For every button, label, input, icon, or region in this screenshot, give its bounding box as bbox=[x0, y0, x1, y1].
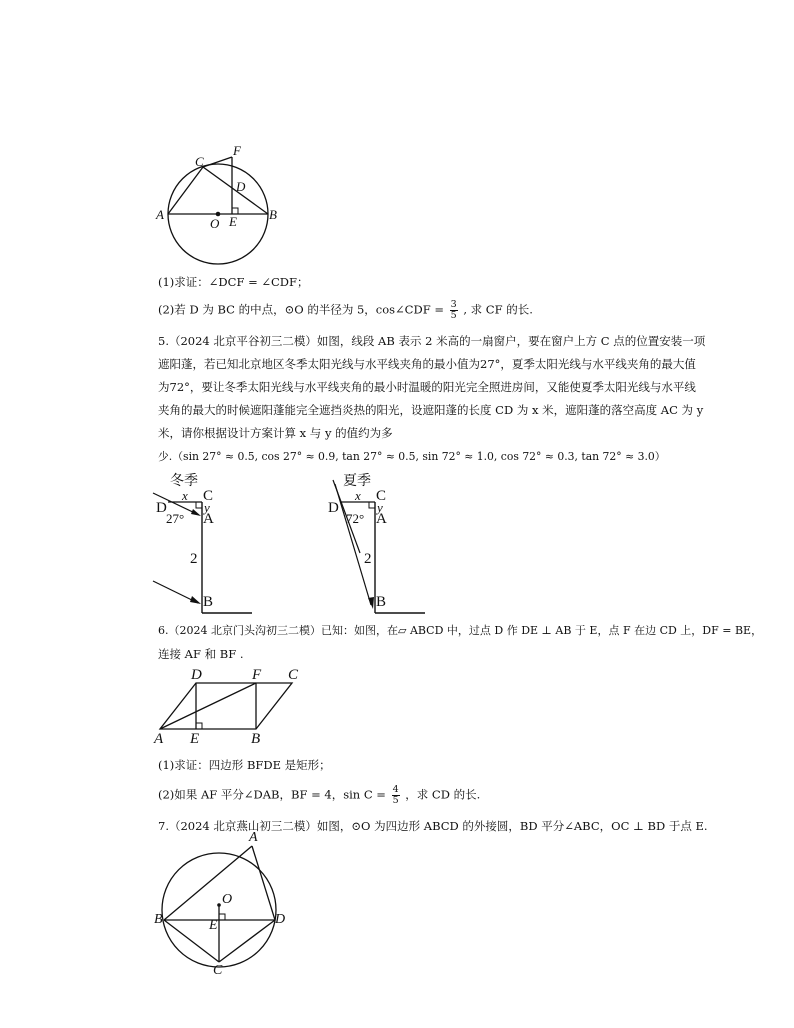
q6-label-d: D bbox=[191, 667, 202, 683]
label-c: C bbox=[195, 154, 204, 169]
q7-label-d: D bbox=[275, 912, 286, 927]
summer-label-angle: 72° bbox=[346, 511, 365, 526]
summer-season: 夏季 bbox=[343, 473, 371, 489]
summer-label-2: 2 bbox=[364, 551, 372, 567]
winter-label-y: y bbox=[204, 500, 210, 515]
summer-label-x: x bbox=[355, 488, 361, 503]
chord-ba bbox=[164, 846, 252, 920]
q5-line1: 5.（2024 北京平谷初三二模）如图，线段 AB 表示 2 米高的一扇窗户，要在窗户上方 C 点的位置安装一项 bbox=[158, 334, 706, 348]
q5-line2: 遮阳蓬，若已知北京地区冬季太阳光线与水平线夹角的最小值为27°，夏季太阳光线与水平线夹角的最大值 bbox=[158, 357, 696, 371]
q6-line2: 连接 AF 和 BF . bbox=[158, 647, 244, 661]
winter-label-b: B bbox=[203, 594, 214, 610]
q4-part2-prefix: (2)若 D 为 BC 的中点，⊙O 的半径为 5，cos∠CDF = bbox=[158, 302, 444, 317]
q5-line6: 少.（sin 27° ≈ 0.5, cos 27° ≈ 0.9, tan 27° ≈ 0.5, sin 72° ≈ 1.0, cos 72° ≈ 0.3, tan 72° ≈ 3.0） bbox=[158, 450, 666, 463]
label-b: B bbox=[269, 207, 277, 222]
label-a: A bbox=[156, 207, 164, 222]
summer-label-y: y bbox=[377, 500, 383, 515]
winter-label-angle: 27° bbox=[166, 511, 185, 526]
q7-label-e: E bbox=[209, 918, 218, 933]
q6-label-e: E bbox=[190, 731, 200, 747]
winter-label-c: C bbox=[203, 488, 214, 504]
q6-line1: 6.（2024 北京门头沟初三二模）已知：如图，在▱ ABCD 中，过点 D 作 DE ⊥ AB 于 E，点 F 在边 CD 上，DF = BE， bbox=[158, 624, 763, 637]
winter-label-x: x bbox=[182, 488, 188, 503]
q6-frac-den: 5 bbox=[392, 795, 399, 806]
q5-line5: 米，请你根据设计方案计算 x 与 y 的值约为多 bbox=[158, 426, 393, 440]
q6-label-c: C bbox=[288, 667, 299, 683]
q7-label-c: C bbox=[213, 963, 223, 978]
q6-label-b: B bbox=[251, 731, 261, 747]
winter-season: 冬季 bbox=[170, 473, 198, 489]
winter-label-2: 2 bbox=[190, 551, 198, 567]
q6-label-f: F bbox=[252, 667, 262, 683]
q4-frac-den: 5 bbox=[450, 310, 457, 321]
q6-part2-prefix: (2)如果 AF 平分∠DAB，BF = 4，sin C = bbox=[158, 787, 386, 802]
q6-part2-suffix: ，求 CD 的长. bbox=[405, 787, 481, 802]
summer-label-c: C bbox=[376, 488, 387, 504]
q5-line4: 夹角的最大的时候遮阳蓬能完全遮挡炎热的阳光，设遮阳蓬的长度 CD 为 x 米，遮阳蓬的落空高度 AC 为 y bbox=[158, 403, 704, 417]
summer-label-a: A bbox=[376, 511, 387, 527]
q7-label-b: B bbox=[154, 912, 163, 927]
q6-label-a: A bbox=[154, 731, 164, 747]
q7-line1: 7.（2024 北京燕山初三二模）如图，⊙O 为四边形 ABCD 的外接圆，BD 平分∠ABC，OC ⊥ BD 于点 E. bbox=[158, 819, 708, 833]
summer-label-d: D bbox=[328, 500, 339, 516]
winter-label-d: D bbox=[156, 500, 167, 516]
label-d: D bbox=[236, 179, 246, 194]
label-e: E bbox=[229, 214, 237, 229]
right-angle-e-q7 bbox=[219, 914, 225, 920]
winter-label-a: A bbox=[203, 511, 214, 527]
q7-label-a: A bbox=[249, 830, 258, 845]
center-dot-q7 bbox=[217, 903, 221, 907]
label-f: F bbox=[233, 143, 241, 158]
q6-frac-num: 4 bbox=[392, 784, 399, 795]
q7-label-o: O bbox=[222, 892, 233, 907]
chord-ad bbox=[252, 846, 275, 920]
q5-line3: 为72°，要让冬季太阳光线与水平线夹角的最小时温暖的阳光完全照进房间，又能使夏季太阳光线与水平线 bbox=[158, 380, 696, 394]
q4-frac-num: 3 bbox=[450, 299, 457, 310]
q4-part1: (1)求证：∠DCF = ∠CDF； bbox=[158, 275, 309, 289]
q6-part1: (1)求证：四边形 BFDE 是矩形； bbox=[158, 758, 331, 772]
label-o: O bbox=[210, 216, 220, 231]
summer-label-b: B bbox=[376, 594, 387, 610]
q4-part2-suffix: , 求 CF 的长. bbox=[463, 302, 533, 317]
